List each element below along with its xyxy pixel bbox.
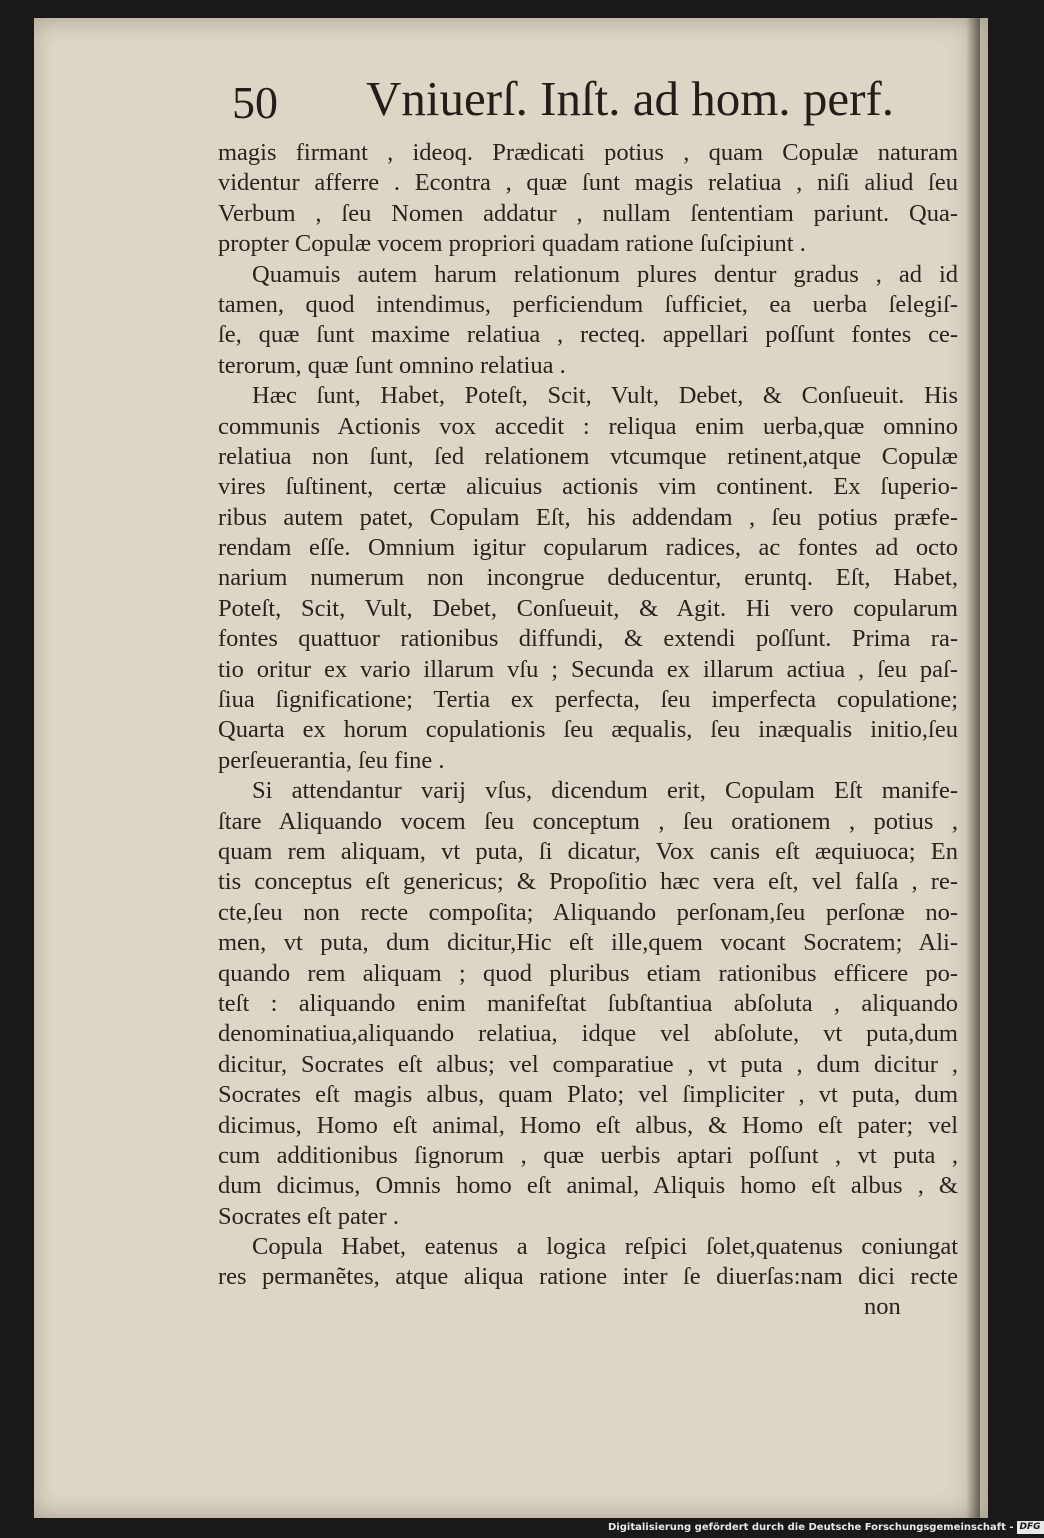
text-line: teſt : aliquando enim manifeſtat ſubſtantiua abſoluta , aliquando bbox=[218, 989, 958, 1017]
text-line: communis Actionis vox accedit : reliqua enim uerba,quæ omnino bbox=[218, 412, 958, 440]
book-page bbox=[34, 18, 988, 1518]
page-header bbox=[230, 66, 894, 142]
text-line: dicimus, Homo eſt animal, Homo eſt albus, & Homo eſt pater; vel bbox=[218, 1111, 958, 1139]
text-line: cum additionibus ſignorum , quæ uerbis aptari poſſunt , vt puta , bbox=[218, 1141, 958, 1169]
page-number: 50 bbox=[232, 77, 278, 128]
text-line: videntur afferre . Econtra , quæ ſunt magis relatiua , niſi aliud ſeu bbox=[218, 169, 958, 197]
text-line: dicitur, Socrates eſt albus; vel comparatiue , vt puta , dum dicitur , bbox=[218, 1050, 958, 1078]
text-line: Poteſt, Scit, Vult, Debet, Conſueuit, & Agit. Hi vero copularum bbox=[218, 594, 958, 622]
text-line: Si attendantur varij vſus, dicendum erit, Copulam Eſt manife- bbox=[252, 777, 958, 805]
text-line: Quarta ex horum copulationis ſeu æqualis, ſeu inæqualis initio,ſeu bbox=[218, 716, 958, 744]
text-line: fontes quattuor rationibus diffundi, & extendi poſſunt. Prima ra- bbox=[218, 625, 958, 653]
text-line: ſtare Aliquando vocem ſeu conceptum , ſeu orationem , potius , bbox=[218, 807, 958, 835]
text-line: tis conceptus eſt genericus; & Propoſitio hæc vera eſt, vel falſa , re- bbox=[218, 868, 958, 896]
text-line: tio oritur ex vario illarum vſu ; Secunda ex illarum actiua , ſeu paſ- bbox=[218, 655, 958, 683]
catchword: non bbox=[864, 1293, 901, 1320]
text-line: relatiua non ſunt, ſed relationem vtcumque retinent,atque Copulæ bbox=[218, 442, 958, 470]
text-line: vires ſuſtinent, certæ alicuius actionis vim continent. Ex ſuperio- bbox=[218, 473, 958, 501]
credit-text: Digitalisierung gefördert durch die Deutsche Forschungsgemeinschaft - bbox=[608, 1522, 1014, 1533]
text-line: ſe, quæ ſunt maxime relatiua , recteq. appellari poſſunt fontes ce- bbox=[218, 321, 958, 349]
text-line: ſiua ſignificatione; Tertia ex perfecta, ſeu imperfecta copulatione; bbox=[218, 686, 958, 714]
page-gutter-shadow bbox=[966, 18, 980, 1518]
text-line: narium numerum non incongrue deducentur, eruntq. Eſt, Habet, bbox=[218, 564, 958, 592]
text-line: tamen, quod intendimus, perficiendum ſufficiet, ea uerba ſelegiſ- bbox=[218, 290, 958, 318]
text-line: Socrates eſt magis albus, quam Plato; vel ſimpliciter , vt puta, dum bbox=[218, 1081, 958, 1109]
text-line: denominatiua,aliquando relatiua, idque vel abſolute, vt puta,dum bbox=[218, 1020, 958, 1048]
dfg-logo: DFG bbox=[1017, 1521, 1044, 1534]
text-line: rendam eſſe. Omnium igitur copularum radices, ac fontes ad octo bbox=[218, 534, 958, 562]
text-line: quam rem aliquam, vt puta, ſi dicatur, Vox canis eſt æquiuoca; En bbox=[218, 837, 958, 865]
text-line: perſeuerantia, ſeu fine . bbox=[218, 746, 445, 774]
text-line: terorum, quæ ſunt omnino relatiua . bbox=[218, 351, 566, 379]
text-line: Quamuis autem harum relationum plures dentur gradus , ad id bbox=[252, 260, 958, 288]
digitization-credit bbox=[608, 1518, 1044, 1538]
text-line: ribus autem patet, Copulam Eſt, his addendam , ſeu potius præfe- bbox=[218, 503, 958, 531]
text-line: res permanẽtes, atque aliqua ratione inter ſe diuerſas:nam dici recte bbox=[218, 1263, 958, 1291]
text-line: Copula Habet, eatenus a logica reſpici ſolet,quatenus coniungat bbox=[252, 1233, 958, 1261]
text-line: Verbum , ſeu Nomen addatur , nullam ſententiam pariunt. Qua- bbox=[218, 199, 958, 227]
running-title: Vniuerſ. Inſt. ad hom. perf. bbox=[366, 71, 894, 126]
body-text bbox=[218, 138, 958, 1293]
text-line: Socrates eſt pater . bbox=[218, 1202, 399, 1230]
text-line: propter Copulæ vocem propriori quadam ratione ſuſcipiunt . bbox=[218, 230, 806, 258]
text-line: men, vt puta, dum dicitur,Hic eſt ille,quem vocant Socratem; Ali- bbox=[218, 929, 958, 957]
text-line: dum dicimus, Omnis homo eſt animal, Aliquis homo eſt albus , & bbox=[218, 1172, 958, 1200]
text-line: cte,ſeu non recte compoſita; Aliquando perſonam,ſeu perſonæ no- bbox=[218, 898, 958, 926]
text-line: Hæc ſunt, Habet, Poteſt, Scit, Vult, Debet, & Conſueuit. His bbox=[252, 382, 958, 410]
text-line: quando rem aliquam ; quod pluribus etiam rationibus efficere po- bbox=[218, 959, 958, 987]
text-line: magis firmant , ideoq. Prædicati potius , quam Copulæ naturam bbox=[218, 139, 958, 166]
